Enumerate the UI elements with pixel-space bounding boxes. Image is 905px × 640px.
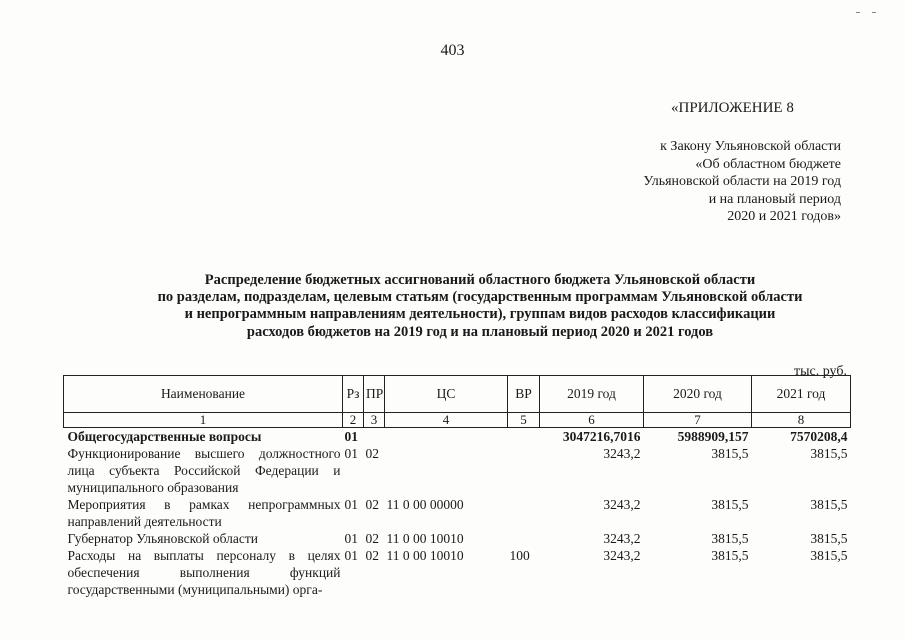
- table-row: [64, 530, 851, 547]
- row-2019: 3243,2: [603, 548, 641, 563]
- column-number: 8: [752, 413, 851, 428]
- row-name: Общегосударственные вопросы: [67, 429, 262, 444]
- row-rz: 01: [344, 497, 358, 512]
- row-2019: 3243,2: [603, 446, 641, 461]
- annex-line: к Закону Ульяновской области: [660, 139, 841, 154]
- row-vr: [508, 445, 540, 496]
- table-header-row: [64, 376, 851, 413]
- unit-label: тыс. руб.: [794, 364, 847, 379]
- document-title-line: и непрограммным направлениям деятельности), группам видов расходов классификации: [184, 306, 776, 323]
- table-row: [64, 428, 851, 446]
- column-number: 4: [385, 413, 508, 428]
- document-title-line: Распределение бюджетных ассигнований областного бюджета Ульяновской области: [204, 272, 756, 288]
- annex-subtitle: [643, 138, 841, 226]
- page-number: 403: [440, 42, 465, 59]
- table-row: [64, 547, 851, 598]
- column-header: 2019 год: [540, 376, 644, 413]
- row-pr: 02: [365, 531, 379, 546]
- column-header: 2021 год: [752, 376, 851, 413]
- row-pr: 02: [365, 497, 379, 512]
- row-rz: 01: [344, 429, 358, 444]
- column-number: 6: [540, 413, 644, 428]
- document-title-line: расходов бюджетов на 2019 год и на плановый период 2020 и 2021 годов: [246, 323, 714, 340]
- row-vr: 100: [509, 548, 530, 563]
- column-header: ВР: [508, 376, 540, 413]
- column-number: 5: [508, 413, 540, 428]
- row-cs: 11 0 00 10010: [386, 531, 464, 546]
- column-number: 2: [343, 413, 364, 428]
- document-title-line: по разделам, подразделам, целевым статьям (государственным программам Ульяновской области: [157, 289, 803, 306]
- row-rz: 01: [344, 531, 358, 546]
- row-2019: 3243,2: [603, 531, 641, 546]
- annex-line: Ульяновской области на 2019 год: [643, 174, 841, 189]
- document-title: [0, 272, 905, 341]
- row-2021: 7570208,4: [790, 429, 848, 444]
- row-2021: 3815,5: [810, 548, 848, 563]
- row-pr: 02: [365, 548, 379, 563]
- annex-line: «Об областном бюджете: [695, 156, 841, 172]
- row-vr: [508, 428, 540, 446]
- scan-speck: [872, 12, 876, 13]
- row-cs: 11 0 00 10010: [386, 548, 464, 563]
- row-vr: [508, 530, 540, 547]
- row-2019: 3047216,7016: [562, 429, 641, 444]
- row-2020: 3815,5: [711, 548, 749, 563]
- column-header: Наименование: [64, 376, 343, 413]
- scan-speck: [856, 12, 860, 13]
- row-pr: 02: [365, 446, 379, 461]
- row-rz: 01: [344, 548, 358, 563]
- column-header: Рз: [343, 376, 364, 413]
- row-name: Функционирование высшего должностного лица субъекта Российской Федерации и муниципального образования: [67, 446, 341, 495]
- row-2020: 5988909,157: [677, 429, 749, 444]
- budget-table: [63, 375, 851, 598]
- column-header: ПР: [364, 376, 385, 413]
- column-number: 1: [64, 413, 343, 428]
- column-header: ЦС: [385, 376, 508, 413]
- column-number-row: [64, 413, 851, 428]
- row-cs: [385, 428, 508, 446]
- annex-line: и на плановый период: [708, 191, 841, 207]
- column-number: 7: [644, 413, 752, 428]
- row-2019: 3243,2: [603, 497, 641, 512]
- row-vr: [508, 496, 540, 530]
- row-2020: 3815,5: [711, 531, 749, 546]
- table-row: [64, 496, 851, 530]
- row-name: Мероприятия в рамках непрограммных направлений деятельности: [67, 497, 341, 529]
- table-row: [64, 445, 851, 496]
- annex-title: «ПРИЛОЖЕНИЕ 8: [671, 100, 794, 116]
- row-2020: 3815,5: [711, 446, 749, 461]
- row-name: Расходы на выплаты персоналу в целях обеспечения выполнения функций государственными (муниципальными) орга-: [67, 548, 341, 597]
- row-2021: 3815,5: [810, 497, 848, 512]
- row-2020: 3815,5: [711, 497, 749, 512]
- column-header: 2020 год: [644, 376, 752, 413]
- row-2021: 3815,5: [810, 446, 848, 461]
- row-cs: [385, 445, 508, 496]
- column-number: 3: [364, 413, 385, 428]
- row-2021: 3815,5: [810, 531, 848, 546]
- row-rz: 01: [344, 446, 358, 461]
- row-name: Губернатор Ульяновской области: [67, 531, 259, 546]
- row-pr: [364, 428, 385, 446]
- row-cs: 11 0 00 00000: [386, 497, 464, 512]
- annex-line: 2020 и 2021 годов»: [727, 209, 841, 224]
